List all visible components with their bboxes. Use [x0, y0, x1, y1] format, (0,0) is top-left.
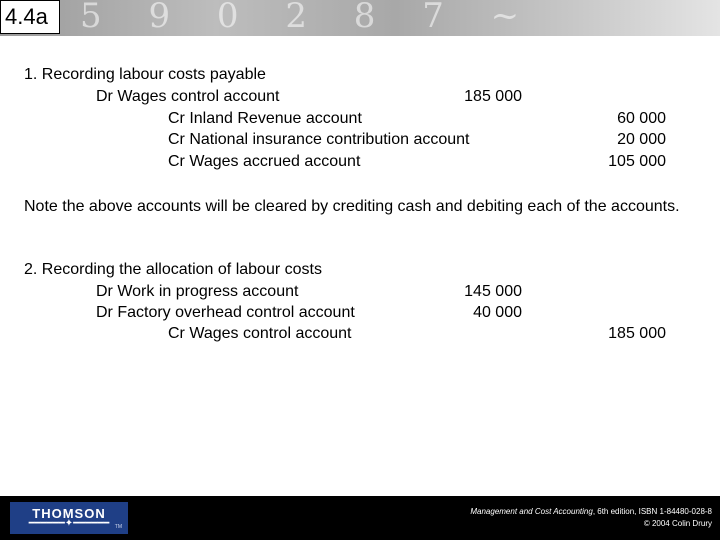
section1-account-4: Cr Wages accrued account [168, 153, 361, 170]
section1-debit-1: 185 000 [464, 88, 522, 105]
section2-heading: 2. Recording the allocation of labour costs [24, 261, 322, 278]
header-background-digits: 5 9 0 2 8 7 ~ [80, 0, 538, 36]
logo-star-icon: ━━━━━━✦━━━━━━ [28, 518, 110, 529]
header-band [0, 0, 720, 36]
section1-heading: 1. Recording labour costs payable [24, 66, 266, 83]
section2-account-2: Dr Factory overhead control account [96, 304, 355, 321]
section2-debit-2: 40 000 [473, 304, 522, 321]
section1-credit-3: 20 000 [617, 131, 666, 148]
section2-account-1: Dr Work in progress account [96, 283, 299, 300]
section1-credit-4: 105 000 [608, 153, 666, 170]
copyright: © 2004 Colin Drury [643, 519, 712, 528]
note-text: Note the above accounts will be cleared by crediting cash and debiting each of the accounts. [24, 198, 680, 215]
book-edition: , 6th edition, ISBN 1-84480-028-8 [592, 507, 712, 516]
section1-account-3: Cr National insurance contribution account [168, 131, 470, 148]
footer-bar [0, 496, 720, 540]
section2-credit-3: 185 000 [608, 325, 666, 342]
logo-trademark: TM [114, 524, 122, 530]
section1-credit-2: 60 000 [617, 110, 666, 127]
book-title: Management and Cost Accounting [470, 507, 593, 516]
thomson-logo [10, 502, 128, 534]
section1-account-2: Cr Inland Revenue account [168, 110, 362, 127]
footer-credit [470, 506, 712, 530]
logo-text: THOMSON [32, 506, 106, 521]
section2-debit-1: 145 000 [464, 283, 522, 300]
section2-account-3: Cr Wages control account [168, 325, 352, 342]
slide-number: 4.4a [0, 0, 60, 34]
section1-account-1: Dr Wages control account [96, 88, 280, 105]
